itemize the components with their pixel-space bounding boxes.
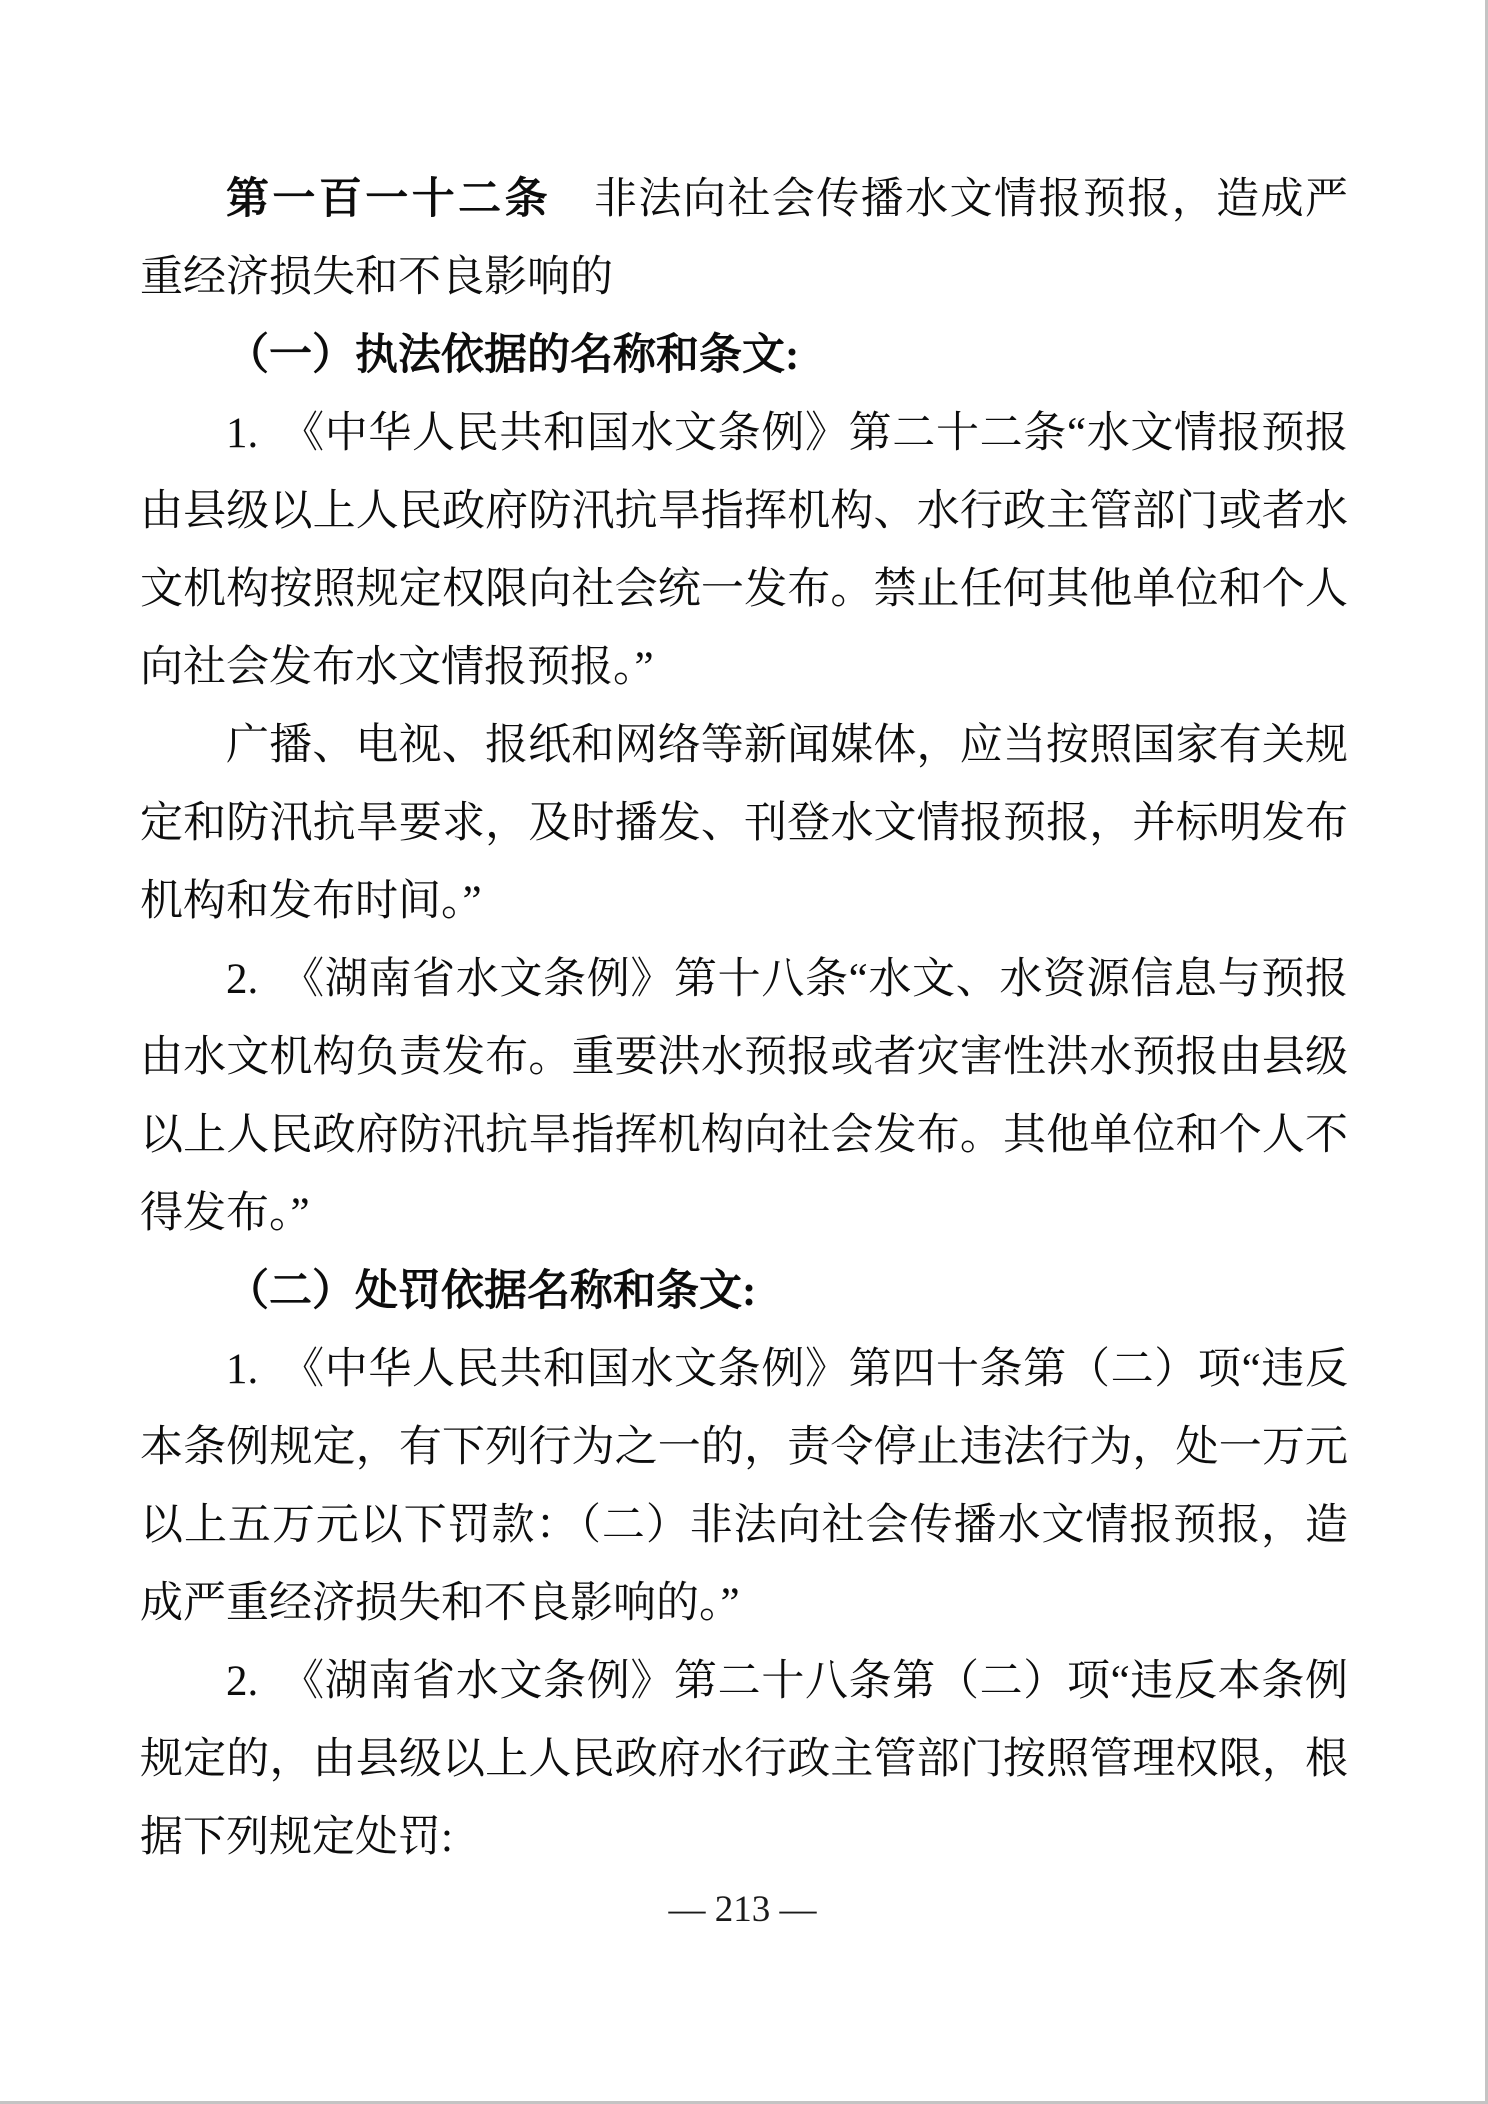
section-2-paragraph-1: 1. 《中华人民共和国水文条例》第四十条第（二）项“违反本条例规定，有下列行为之一的，责令停止违法行为，处一万元以上五万元以下罚款：（二）非法向社会传播水文情报预报，造成严重经济损失和不良影响的。” xyxy=(140,1346,1348,1627)
section-1-paragraph-3: 2. 《湖南省水文条例》第十八条“水文、水资源信息与预报由水文机构负责发布。重要洪水预报或者灾害性洪水预报由县级以上人民政府防汛抗旱指挥机构向社会发布。其他单位和个人不得发布。” xyxy=(140,956,1348,1237)
article-paragraph xyxy=(140,160,1348,317)
section-1-paragraph-2: 广播、电视、报纸和网络等新闻媒体，应当按照国家有关规定和防汛抗旱要求，及时播发、刊登水文情报预报，并标明发布机构和发布时间。” xyxy=(140,722,1348,925)
section-1-heading: （一）执法依据的名称和条文: xyxy=(226,332,800,379)
section-2-paragraph-2: 2. 《湖南省水文条例》第二十八条第（二）项“违反本条例规定的，由县级以上人民政府水行政主管部门按照管理权限，根据下列规定处罚: xyxy=(140,1658,1348,1861)
article-intro-text: 非法向社会传播水文情报预报，造成严重经济损失和不良影响的 xyxy=(140,176,1349,301)
section-1-paragraph-1: 1. 《中华人民共和国水文条例》第二十二条“水文情报预报由县级以上人民政府防汛抗旱指挥机构、水行政主管部门或者水文机构按照规定权限向社会统一发布。禁止任何其他单位和个人向社会发布水文情报预报。” xyxy=(140,410,1348,691)
article-number: 第一百一十二条 xyxy=(226,175,552,223)
document-body xyxy=(140,160,1348,1877)
page-number: — 213 — xyxy=(668,1889,817,1930)
section-2-heading: （二）处罚依据名称和条文: xyxy=(226,1268,757,1315)
